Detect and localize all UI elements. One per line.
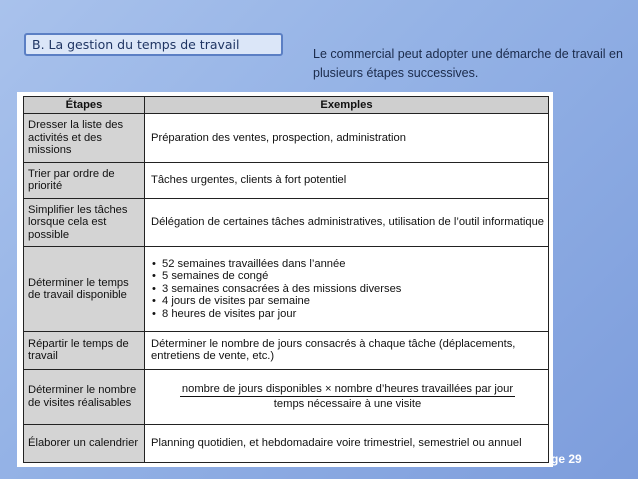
- page-number: ge 29: [551, 452, 582, 466]
- example-cell: [145, 247, 549, 332]
- table-row: [24, 162, 549, 198]
- table-row: [24, 369, 549, 424]
- section-title: B. La gestion du temps de travail: [24, 33, 283, 56]
- header-steps: Étapes: [24, 97, 145, 114]
- example-cell: Déterminer le nombre de jours consacrés à chaque tâche (déplacements, entretiens de vente, etc.): [145, 331, 549, 369]
- step-cell: Élaborer un calendrier: [24, 424, 145, 462]
- table-row: [24, 331, 549, 369]
- steps-table: [23, 96, 549, 463]
- steps-table-frame: [17, 92, 553, 467]
- header-examples: Exemples: [145, 97, 549, 114]
- step-cell: Déterminer le temps de travail disponible: [24, 247, 145, 332]
- table-row: [24, 198, 549, 247]
- table-row: [24, 424, 549, 462]
- list-item: • 3 semaines consacrées à des missions diverses: [162, 283, 544, 295]
- bullet-list: [151, 258, 544, 320]
- step-cell: Répartir le temps de travail: [24, 331, 145, 369]
- formula-numerator: nombre de jours disponibles × nombre d’heures travaillées par jour: [180, 383, 515, 397]
- formula-denominator: temps nécessaire à une visite: [273, 398, 422, 411]
- step-cell: Dresser la liste des activités et des missions: [24, 114, 145, 163]
- list-item: • 4 jours de visites par semaine: [162, 295, 544, 307]
- table-row: [24, 114, 549, 163]
- example-cell: Préparation des ventes, prospection, administration: [145, 114, 549, 163]
- step-cell: Déterminer le nombre de visites réalisables: [24, 369, 145, 424]
- table-row: [24, 247, 549, 332]
- formula-cell: [145, 369, 549, 424]
- step-cell: Trier par ordre de priorité: [24, 162, 145, 198]
- example-cell: Délégation de certaines tâches administratives, utilisation de l’outil informatique: [145, 198, 549, 247]
- step-cell: Simplifier les tâches lorsque cela est possible: [24, 198, 145, 247]
- list-item: • 5 semaines de congé: [162, 270, 544, 282]
- example-cell: Planning quotidien, et hebdomadaire voire trimestriel, semestriel ou annuel: [145, 424, 549, 462]
- intro-text: Le commercial peut adopter une démarche de travail en plusieurs étapes successives.: [313, 47, 623, 80]
- list-item: • 8 heures de visites par jour: [162, 308, 544, 320]
- list-item: • 52 semaines travaillées dans l’année: [162, 258, 544, 270]
- table-header-row: [24, 97, 549, 114]
- example-cell: Tâches urgentes, clients à fort potentiel: [145, 162, 549, 198]
